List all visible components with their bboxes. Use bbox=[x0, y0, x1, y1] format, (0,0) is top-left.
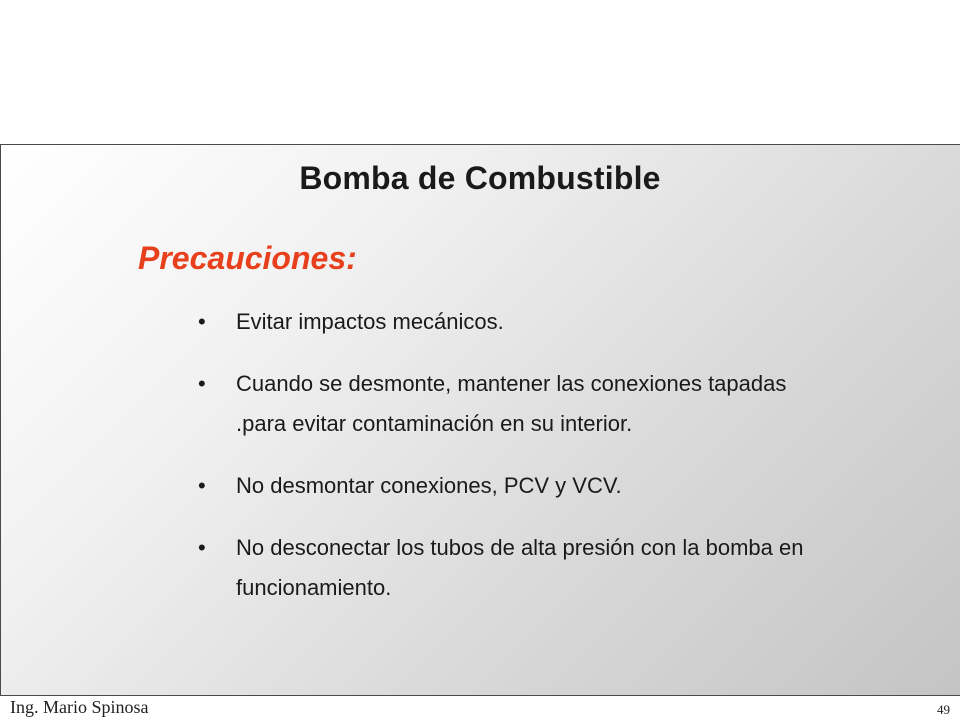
bullet-icon: • bbox=[198, 535, 206, 560]
list-item bbox=[198, 364, 938, 444]
list-item-text: No desmontar conexiones, PCV y VCV. bbox=[236, 473, 622, 498]
bullet-icon: • bbox=[198, 473, 206, 498]
footer-divider bbox=[0, 695, 960, 696]
list-item bbox=[198, 302, 938, 342]
list-item bbox=[198, 528, 938, 608]
header-blank-area bbox=[0, 0, 960, 144]
precautions-list bbox=[198, 302, 938, 608]
list-item-text: Evitar impactos mecánicos. bbox=[236, 309, 504, 334]
list-item-text: funcionamiento. bbox=[236, 575, 392, 600]
list-item-text: No desconectar los tubos de alta presión con la bomba en bbox=[236, 535, 804, 560]
author-name: Ing. Mario Spinosa bbox=[10, 697, 149, 717]
bullet-icon: • bbox=[198, 309, 206, 334]
page-number: 49 bbox=[937, 702, 950, 717]
bullet-icon: • bbox=[198, 371, 206, 396]
section-subtitle: Precauciones: bbox=[138, 240, 357, 276]
list-item-text: .para evitar contaminación en su interior. bbox=[236, 411, 633, 436]
list-item-text: Cuando se desmonte, mantener las conexiones tapadas bbox=[236, 371, 787, 396]
slide-title: Bomba de Combustible bbox=[299, 160, 661, 196]
list-item bbox=[198, 466, 938, 506]
